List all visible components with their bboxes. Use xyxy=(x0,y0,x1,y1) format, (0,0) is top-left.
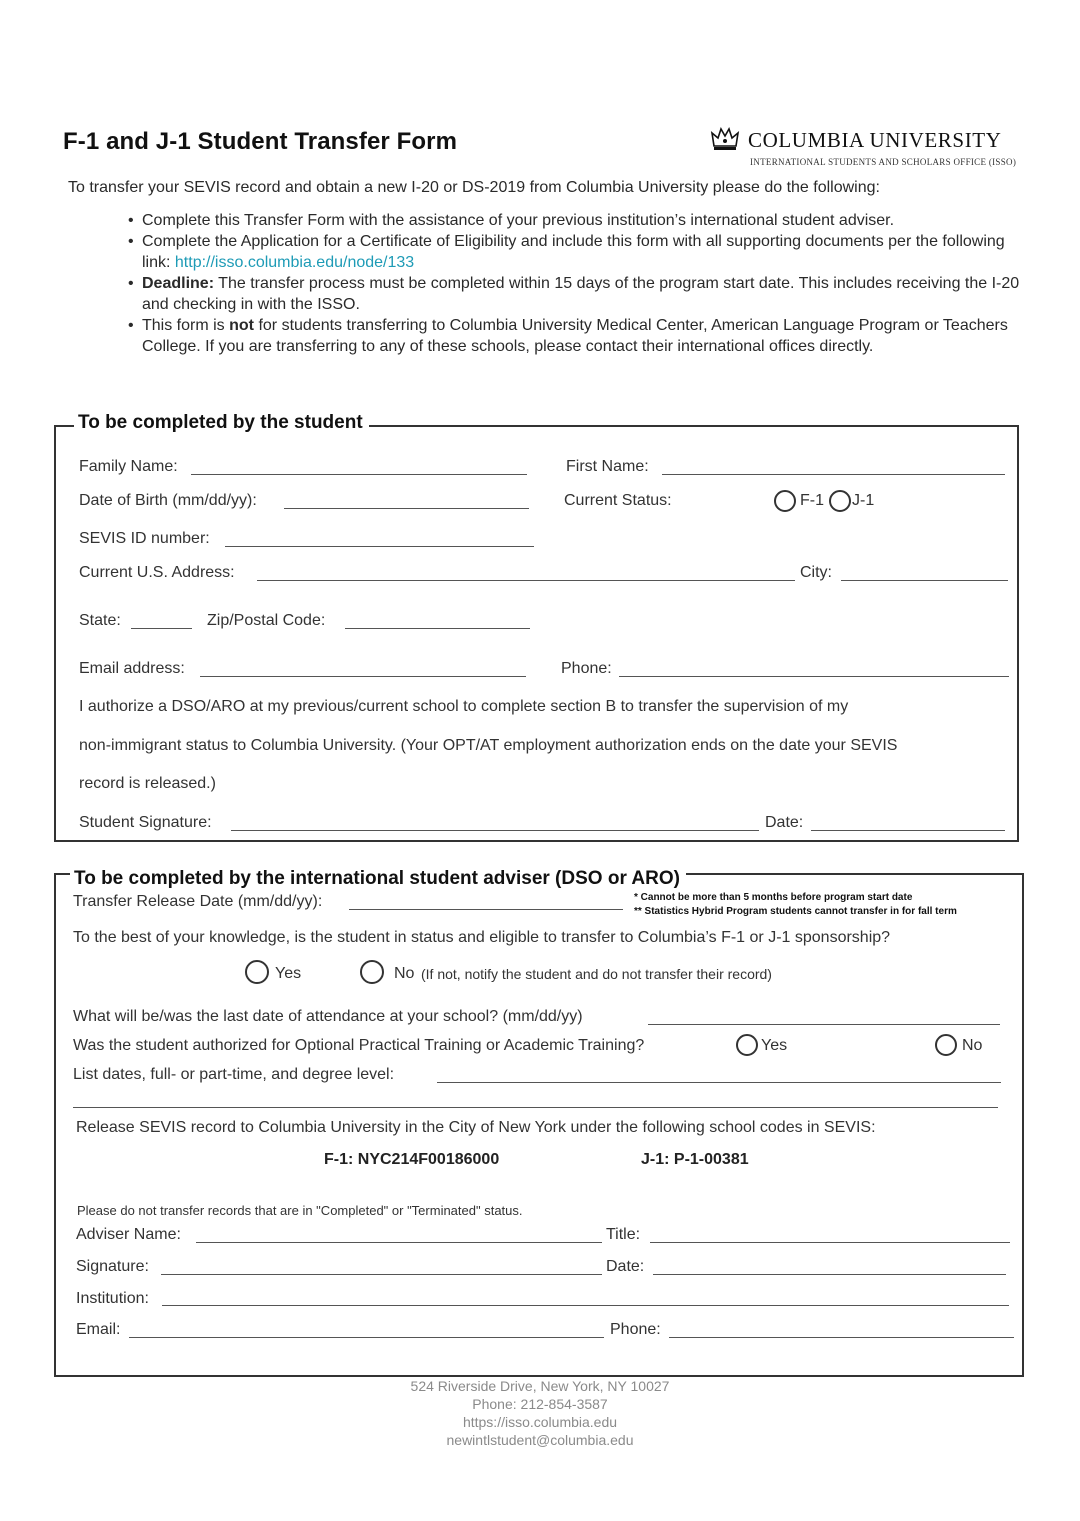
family-name-field[interactable] xyxy=(191,474,527,475)
instruction-item xyxy=(128,231,1028,273)
instruction-item xyxy=(128,210,1028,231)
last-date-question: What will be/was the last date of attendance at your school? (mm/dd/yy) xyxy=(73,1008,583,1025)
adviser-date-label: Date: xyxy=(606,1258,645,1275)
student-signature-field[interactable] xyxy=(231,830,759,831)
address-field[interactable] xyxy=(257,580,795,581)
opt-yes-radio[interactable] xyxy=(736,1034,758,1056)
adviser-title-label: Title: xyxy=(606,1226,641,1243)
footer xyxy=(340,1377,740,1449)
opt-question: Was the student authorized for Optional Practical Training or Academic Training? xyxy=(73,1037,645,1054)
instruction-text: The transfer process must be completed within 15 days of the program start date. This includes receiving the I-20 and checking in with the ISSO. xyxy=(142,275,1020,313)
phone-label: Phone: xyxy=(561,660,612,677)
adviser-email-label: Email: xyxy=(76,1321,121,1338)
sevis-id-label: SEVIS ID number: xyxy=(79,530,210,547)
first-name-field[interactable] xyxy=(662,474,1005,475)
opt-no-label: No xyxy=(962,1037,983,1054)
adviser-title-field[interactable] xyxy=(650,1242,1010,1243)
opt-no-radio[interactable] xyxy=(935,1034,957,1056)
status-f1-label: F-1 xyxy=(800,492,824,509)
student-date-field[interactable] xyxy=(811,830,1005,831)
columbia-logo xyxy=(708,124,1017,172)
state-label: State: xyxy=(79,612,121,629)
f1-school-code: F-1: NYC214F00186000 xyxy=(324,1151,500,1168)
address-label: Current U.S. Address: xyxy=(79,564,235,581)
dob-field[interactable] xyxy=(284,508,529,509)
student-section-legend: To be completed by the student xyxy=(74,412,369,434)
adviser-date-field[interactable] xyxy=(653,1274,1006,1275)
first-name-label: First Name: xyxy=(566,458,649,475)
release-date-note: ** Statistics Hybrid Program students cannot transfer in for fall term xyxy=(634,906,957,917)
student-date-label: Date: xyxy=(765,814,804,831)
last-date-field[interactable] xyxy=(648,1024,1000,1025)
instruction-text: Complete this Transfer Form with the assistance of your previous institution’s international student adviser. xyxy=(142,212,895,229)
footer-website[interactable]: https://isso.columbia.edu xyxy=(462,1414,618,1430)
deadline-label: Deadline: xyxy=(142,275,215,292)
sevis-id-field[interactable] xyxy=(225,546,534,547)
release-date-field[interactable] xyxy=(349,909,623,910)
list-dates-field[interactable] xyxy=(437,1082,1001,1083)
adviser-signature-field[interactable] xyxy=(161,1274,602,1275)
state-field[interactable] xyxy=(131,628,192,629)
zip-label: Zip/Postal Code: xyxy=(207,612,326,629)
list-dates-label: List dates, full- or part-time, and degree level: xyxy=(73,1066,395,1083)
release-instruction: Release SEVIS record to Columbia University in the City of New York under the following school codes in SEVIS: xyxy=(76,1119,876,1136)
emphasis-not: not xyxy=(229,317,254,334)
opt-yes-label: Yes xyxy=(761,1037,788,1054)
in-status-question: To the best of your knowledge, is the student in status and eligible to transfer to Columbia’s F-1 or J-1 sponsorship? xyxy=(73,929,891,946)
current-status-label: Current Status: xyxy=(564,492,672,509)
footer-email[interactable]: newintlstudent@columbia.edu xyxy=(446,1432,634,1448)
email-field[interactable] xyxy=(200,676,526,677)
adviser-name-field[interactable] xyxy=(196,1242,602,1243)
no-transfer-note: Please do not transfer records that are in "Completed" or "Terminated" status. xyxy=(77,1203,523,1218)
footer-phone: Phone: 212-854-3587 xyxy=(472,1396,608,1412)
instruction-text: Complete the Application for a Certificate of Eligibility and include this form with all supporting documents per the following link: xyxy=(142,233,1005,271)
institution-label: Institution: xyxy=(76,1290,149,1307)
application-link[interactable]: http://isso.columbia.edu/node/133 xyxy=(174,254,415,271)
dob-label: Date of Birth (mm/dd/yy): xyxy=(79,492,257,509)
adviser-phone-field[interactable] xyxy=(669,1337,1014,1338)
authorization-text: I authorize a DSO/ARO at my previous/current school to complete section B to transfer the supervision of my xyxy=(79,698,849,715)
instruction-item xyxy=(128,315,1028,357)
instruction-text: for students transferring to Columbia University Medical Center, American Language Program or Teachers College. If you are transferring to any of these schools, please contact their international offices directly. xyxy=(142,317,1008,355)
office-name: INTERNATIONAL STUDENTS AND SCHOLARS OFFICE (ISSO) xyxy=(750,157,1017,167)
instruction-item xyxy=(128,273,1028,315)
status-j1-radio[interactable] xyxy=(829,490,851,512)
status-f1-radio[interactable] xyxy=(774,490,796,512)
adviser-name-label: Adviser Name: xyxy=(76,1226,181,1243)
in-status-yes-label: Yes xyxy=(275,965,302,982)
adviser-signature-label: Signature: xyxy=(76,1258,149,1275)
in-status-no-label: No xyxy=(394,965,415,982)
phone-field[interactable] xyxy=(619,676,1009,677)
university-name: COLUMBIA UNIVERSITY xyxy=(748,128,1002,152)
page-title: F-1 and J-1 Student Transfer Form xyxy=(63,128,458,155)
adviser-section-legend: To be completed by the international student adviser (DSO or ARO) xyxy=(70,868,686,890)
adviser-email-field[interactable] xyxy=(129,1337,604,1338)
institution-field[interactable] xyxy=(162,1305,1009,1306)
student-signature-label: Student Signature: xyxy=(79,814,212,831)
zip-field[interactable] xyxy=(345,628,530,629)
crown-icon xyxy=(710,126,740,152)
status-j1-label: J-1 xyxy=(852,492,875,509)
release-date-note: * Cannot be more than 5 months before program start date xyxy=(634,892,913,903)
footer-address: 524 Riverside Drive, New York, NY 10027 xyxy=(410,1378,670,1394)
authorization-text: non-immigrant status to Columbia University. (Your OPT/AT employment authorization ends on the date your SEVIS xyxy=(79,737,898,754)
release-date-label: Transfer Release Date (mm/dd/yy): xyxy=(73,893,323,910)
list-dates-field-continued[interactable] xyxy=(73,1107,998,1108)
in-status-no-note: (If not, notify the student and do not transfer their record) xyxy=(421,966,772,982)
city-label: City: xyxy=(800,564,832,581)
j1-school-code: J-1: P-1-00381 xyxy=(641,1151,749,1168)
in-status-yes-radio[interactable] xyxy=(245,960,269,984)
intro-text: To transfer your SEVIS record and obtain a new I-20 or DS-2019 from Columbia University please do the following: xyxy=(68,179,880,196)
email-label: Email address: xyxy=(79,660,185,677)
adviser-phone-label: Phone: xyxy=(610,1321,661,1338)
authorization-text: record is released.) xyxy=(79,775,216,792)
city-field[interactable] xyxy=(841,580,1008,581)
instruction-list xyxy=(128,210,1028,357)
family-name-label: Family Name: xyxy=(79,458,178,475)
instruction-text: This form is xyxy=(142,317,225,334)
in-status-no-radio[interactable] xyxy=(360,960,384,984)
